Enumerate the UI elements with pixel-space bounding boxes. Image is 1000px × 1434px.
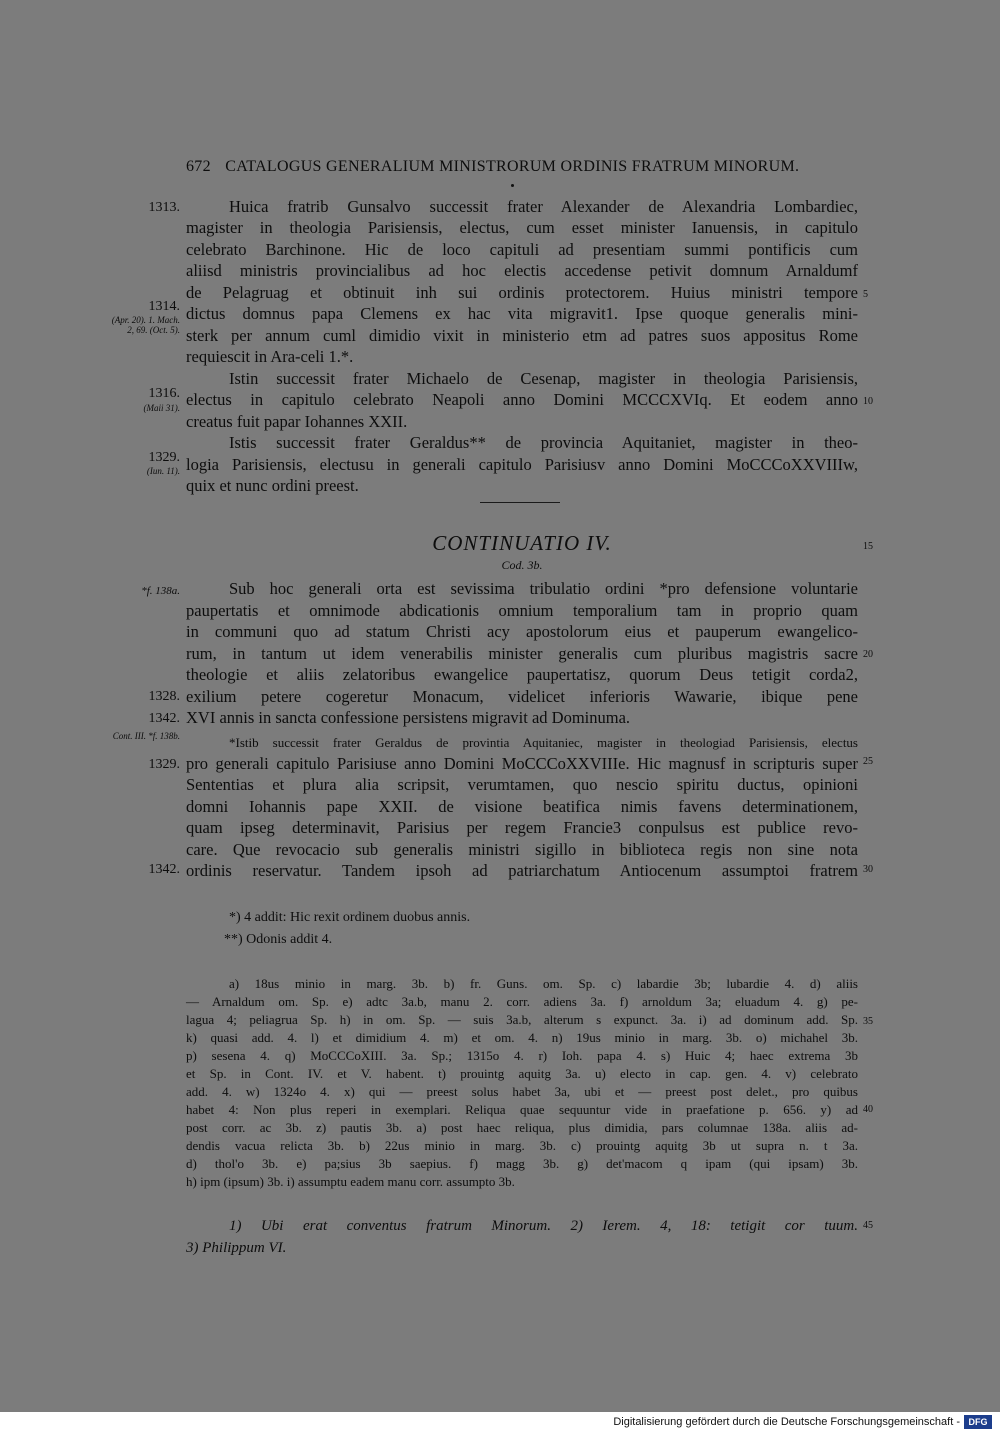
section-divider: [480, 502, 560, 503]
text-line: celebrato Barchinone. Hic de loco capituli ad presentiam summi pontificis cum: [186, 240, 858, 259]
running-header: [186, 158, 858, 176]
footnote-line: 1) Ubi erat conventus fratrum Minorum. 2) Ierem. 4, 18: tetigit cor tuum.: [229, 1218, 858, 1234]
text-line: domni Iohannis pape XXII. de visione beatifica nimis favens determinationem,: [186, 797, 858, 816]
margin-year: 1314.: [148, 299, 180, 314]
text-line: quam ipseg determinavit, Parisius per regem Francie3 conpulsus est publice revo-: [186, 818, 858, 837]
text-line: requiescit in Ara-celi 1.*.: [186, 347, 354, 366]
margin-year: 1342.: [148, 711, 180, 726]
text-line: dictus domnus papa Clemens ex hac vita migravit1. Ipse quoque generalis mini-: [186, 304, 858, 323]
text-line: magister in theologia Parisiensis, electus, cum esset minister Ianuensis, in capitulo: [186, 218, 858, 237]
apparatus-line: lagua 4; peliagrua Sp. h) in om. Sp. — suis 3a.b, alterum s expunct. 3a. i) ad dominum add. Sp.: [186, 1012, 858, 1027]
text-line: logia Parisiensis, electusu in generali capitulo Parisiusv anno Domini MoCCCoXXVIIIw,: [186, 455, 858, 474]
header-dot: [511, 184, 514, 187]
text-line: theologie et aliis zelatoribus ewangelice paupertatisz, quorum Deus tetigit corda2,: [186, 665, 858, 684]
text-line: care. Que revocacio sub generalis ministri sigillo in biblioteca regis non sine nota: [186, 840, 858, 859]
margin-year: 1313.: [148, 200, 180, 215]
margin-date: (Maii 31).: [143, 403, 180, 413]
text-line: aliisd ministris provincialibus ad hoc electis accedense petivit domnum Arnaldumf: [186, 261, 858, 280]
text-line: de Pelagruag et obtinuit inh sui ordinis protectorem. Huius ministri tempore: [186, 283, 858, 302]
line-number: 5: [863, 289, 868, 300]
text-line: rum, in tantum ut idem venerabilis minister generalis cum pluribus magistris sacre: [186, 644, 858, 663]
footer-bar: [0, 1412, 1000, 1434]
apparatus-line: et Sp. in Cont. IV. et V. habent. t) prouintg aquitg 3a. u) electo in cap. gen. 4. v) celebrato: [186, 1066, 858, 1081]
page-number: 672: [186, 158, 211, 175]
margin-year: 1316.: [148, 386, 180, 401]
text-line: Istis successit frater Geraldus** de provincia Aquitaniet, magister in theo-: [229, 433, 858, 452]
line-number: 40: [863, 1104, 873, 1115]
apparatus-line: add. 4. w) 1324o 4. x) qui — preest solus habet 3a, ubi et — preest post delet., pro quibus: [186, 1084, 858, 1099]
line-number: 20: [863, 649, 873, 660]
footer-credit: Digitalisierung gefördert durch die Deutsche Forschungsgemeinschaft -: [613, 1416, 960, 1428]
text-line: ordinis reservatur. Tandem ipsoh ad patriarchatum Antiocenum assumptoi fratrem: [186, 861, 858, 880]
apparatus-line: d) thol'o 3b. e) pa;sius 3b saepius. f) magg 3b. g) det'macom q ipam (qui ipsam) 3b.: [186, 1156, 858, 1171]
text-line: sterk per annum cuml dimidio vixit in ministerio etm ad patres suos appositus Rome: [186, 326, 858, 345]
text-line: exilium petere cogeretur Monacum, videlicet inferioris Wawarie, ibique pene: [186, 687, 858, 706]
apparatus-line: dendis vacua relicta 3b. b) 22us minio in marg. 3b. c) prouintg aquitg 3b ut supra n. t 3a.: [186, 1138, 858, 1153]
text-line: pro generali capitulo Parisiuse anno Domini MoCCCoXXVIIIe. Hic magnusf in scripturis super: [186, 754, 858, 773]
margin-date-note: [100, 466, 180, 476]
dfg-logo: DFG: [964, 1415, 992, 1429]
margin-date: (Iun. 11).: [146, 466, 180, 476]
line-number: 25: [863, 756, 873, 767]
text-line: Sub hoc generali orta est sevissima tribulatio ordini *pro defensione voluntarie: [229, 579, 858, 598]
line-number: 10: [863, 396, 873, 407]
margin-folio: Cont. III. *f. 138b.: [112, 731, 180, 741]
apparatus-line: k) quasi add. 4. l) et dimidium 4. m) et om. 4. n) 19us minio in marg. 3b. o) michahel 3b.: [186, 1030, 858, 1045]
text-line: Sententias et plura alia scripsit, verumtamen, quo nescio spiritu ductus, opinioni: [186, 775, 858, 794]
line-number: 35: [863, 1016, 873, 1027]
margin-year: 1329.: [148, 450, 180, 465]
star-note: *) 4 addit: Hic rexit ordinem duobus annis.: [229, 910, 471, 925]
text-line: Istin successit frater Michaelo de Cesenap, magister in theologia Parisiensis,: [229, 369, 858, 388]
apparatus-line: p) sesena 4. q) MoCCCoXIII. 3a. Sp.; 1315o 4. r) Ioh. papa 4. s) Huic 4; haec extrema 3b: [186, 1048, 858, 1063]
text-line-small: *Istib successit frater Geraldus de provintia Aquitaniec, magister in theologiad Parisiensis, electus: [229, 735, 858, 750]
apparatus-line: — Arnaldum om. Sp. e) adtc 3a.b, manu 2. corr. adiens 3a. f) arnoldum 3a; eluadum 4. g) pe-: [186, 994, 858, 1009]
margin-folio-note: [106, 731, 180, 741]
line-number: 30: [863, 864, 873, 875]
section-subtitle: Cod. 3b.: [501, 558, 543, 572]
text-line: quix et nunc ordini preest.: [186, 476, 359, 495]
margin-date-note: [106, 315, 180, 335]
line-number: 45: [863, 1220, 873, 1231]
apparatus-line: a) 18us minio in marg. 3b. b) fr. Guns. om. Sp. c) labardie 3b; lubardie 4. d) aliis: [229, 976, 858, 991]
text-line: paupertatis et omnimode abdicationis omnium temporalium tam in proprio quam: [186, 601, 858, 620]
line-number: 15: [863, 541, 873, 552]
margin-year: 1342.: [148, 862, 180, 877]
margin-date: (Apr. 20). 1. Mach. 2, 69. (Oct. 5).: [111, 315, 180, 335]
section-title: CONTINUATIO IV.: [432, 531, 612, 555]
apparatus-line: habet 4: Non plus reperi in exemplari. Reliqua quae sequuntur vide in praefatione p. 656. y) ad: [186, 1102, 858, 1117]
text-line: XVI annis in sancta confessione persistens migravit ad Dominuma.: [186, 708, 631, 727]
apparatus-line: h) ipm (ipsum) 3b. i) assumptu eadem manu corr. assumpto 3b.: [186, 1174, 515, 1189]
text-line: Huica fratrib Gunsalvo successit frater Alexander de Alexandria Lombardiec,: [229, 197, 858, 216]
running-title: CATALOGUS GENERALIUM MINISTRORUM ORDINIS FRATRUM MINORUM.: [225, 158, 800, 175]
text-line: electus in capitulo celebrato Neapoli anno Domini MCCCXVIq. Et eodem anno: [186, 390, 858, 409]
text-line: in communi quo ad statum Christi acy apostolorum eius et pauperum ewangelico-: [186, 622, 858, 641]
margin-year: 1329.: [148, 757, 180, 772]
margin-folio: *f. 138a.: [141, 585, 180, 597]
star-note: **) Odonis addit 4.: [224, 932, 333, 947]
apparatus-line: post corr. ac 3b. z) pautis 3b. a) post haec reliqua, plus dimidia, pars columnae 138a. aliis ad-: [186, 1120, 858, 1135]
margin-year: 1328.: [148, 689, 180, 704]
text-line: creatus fuit papar Iohannes XXII.: [186, 412, 408, 431]
footnote-line: 3) Philippum VI.: [186, 1240, 287, 1256]
margin-date-note: [100, 403, 180, 413]
